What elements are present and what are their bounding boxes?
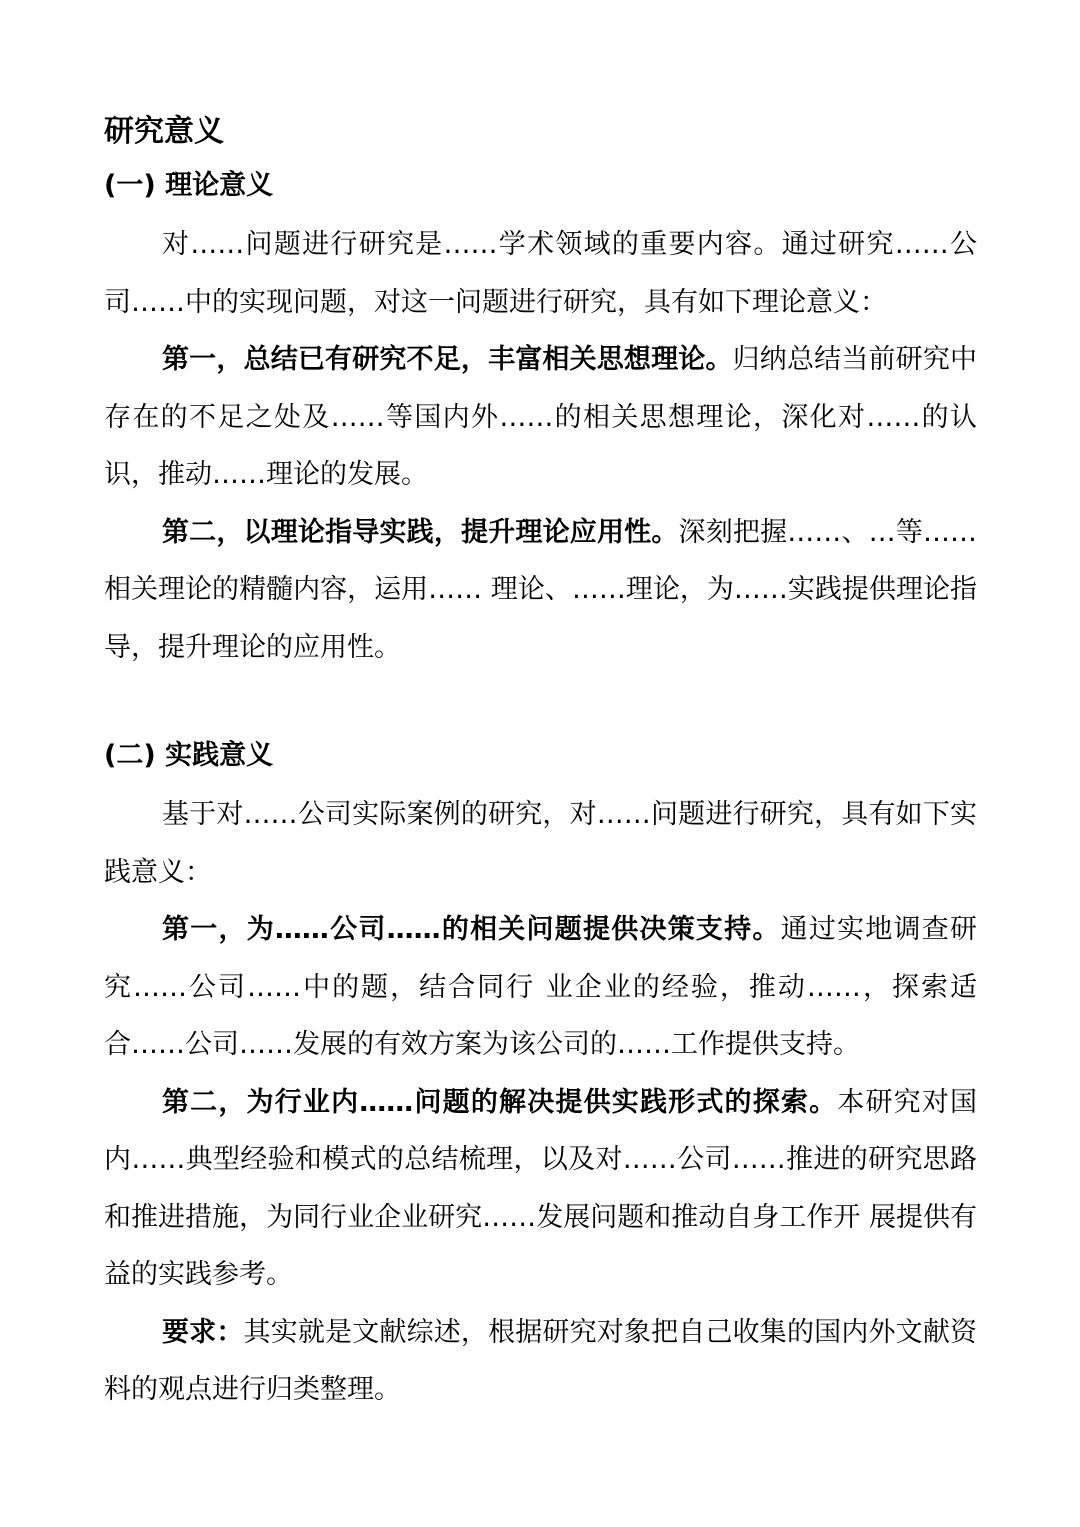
section-spacer: [104, 676, 977, 736]
theory-point-2-body: 深刻把握……、…等……相关理论的精髓内容，运用…… 理论、……理论，为……实践提供理论指导，提升理论的应用性。: [104, 516, 978, 663]
practice-point-1: [104, 901, 977, 1074]
practice-point-2-body: 本研究对国内……典型经验和模式的总结梳理，以及对……公司……推进的研究思路和推进措施，为同行业企业研究……发展问题和推动自身工作开 展提供有益的实践参考。: [104, 1086, 978, 1290]
practice-intro-paragraph: 基于对……公司实际案例的研究，对……问题进行研究，具有如下实践意义：: [104, 799, 977, 888]
section-heading-theory: (一) 理论意义: [104, 170, 274, 201]
theory-point-1-lead: 第一，总结已有研究不足，丰富相关思想理论。: [162, 344, 733, 375]
practice-point-1-lead: 第一，为……公司……的相关问题提供决策支持。: [162, 914, 781, 945]
theory-point-2: [104, 504, 977, 677]
theory-point-1: [104, 331, 977, 504]
practice-point-1-body: 通过实地调查研究……公司……中的题，结合同行 业企业的经验，推动……，探索适合……公司……发展的有效方案为该公司的……工作提供支持。: [104, 914, 978, 1060]
theory-intro-paragraph: 对……问题进行研究是……学术领域的重要内容。通过研究……公司……中的实现问题，对这一问题进行研究，具有如下理论意义：: [104, 229, 977, 318]
theory-point-2-lead: 第二，以理论指导实践，提升理论应用性。: [162, 516, 679, 548]
practice-point-2: [104, 1074, 977, 1304]
section-heading-practice: (二) 实践意义: [104, 740, 274, 771]
page-title: 研究意义: [104, 114, 224, 149]
practice-point-2-lead: 第二，为行业内……问题的解决提供实践形式的探索。: [162, 1086, 838, 1118]
theory-point-1-body: 归纳总结当前研究中存在的不足之处及……等国内外……的相关思想理论，深化对……的认识，推动……理论的发展。: [104, 344, 978, 490]
requirement-paragraph: [104, 1304, 977, 1419]
requirement-body: 其实就是文献综述，根据研究对象把自己收集的国内外文献资料的观点进行归类整理。: [104, 1316, 978, 1405]
requirement-lead: 要求：: [162, 1316, 244, 1348]
